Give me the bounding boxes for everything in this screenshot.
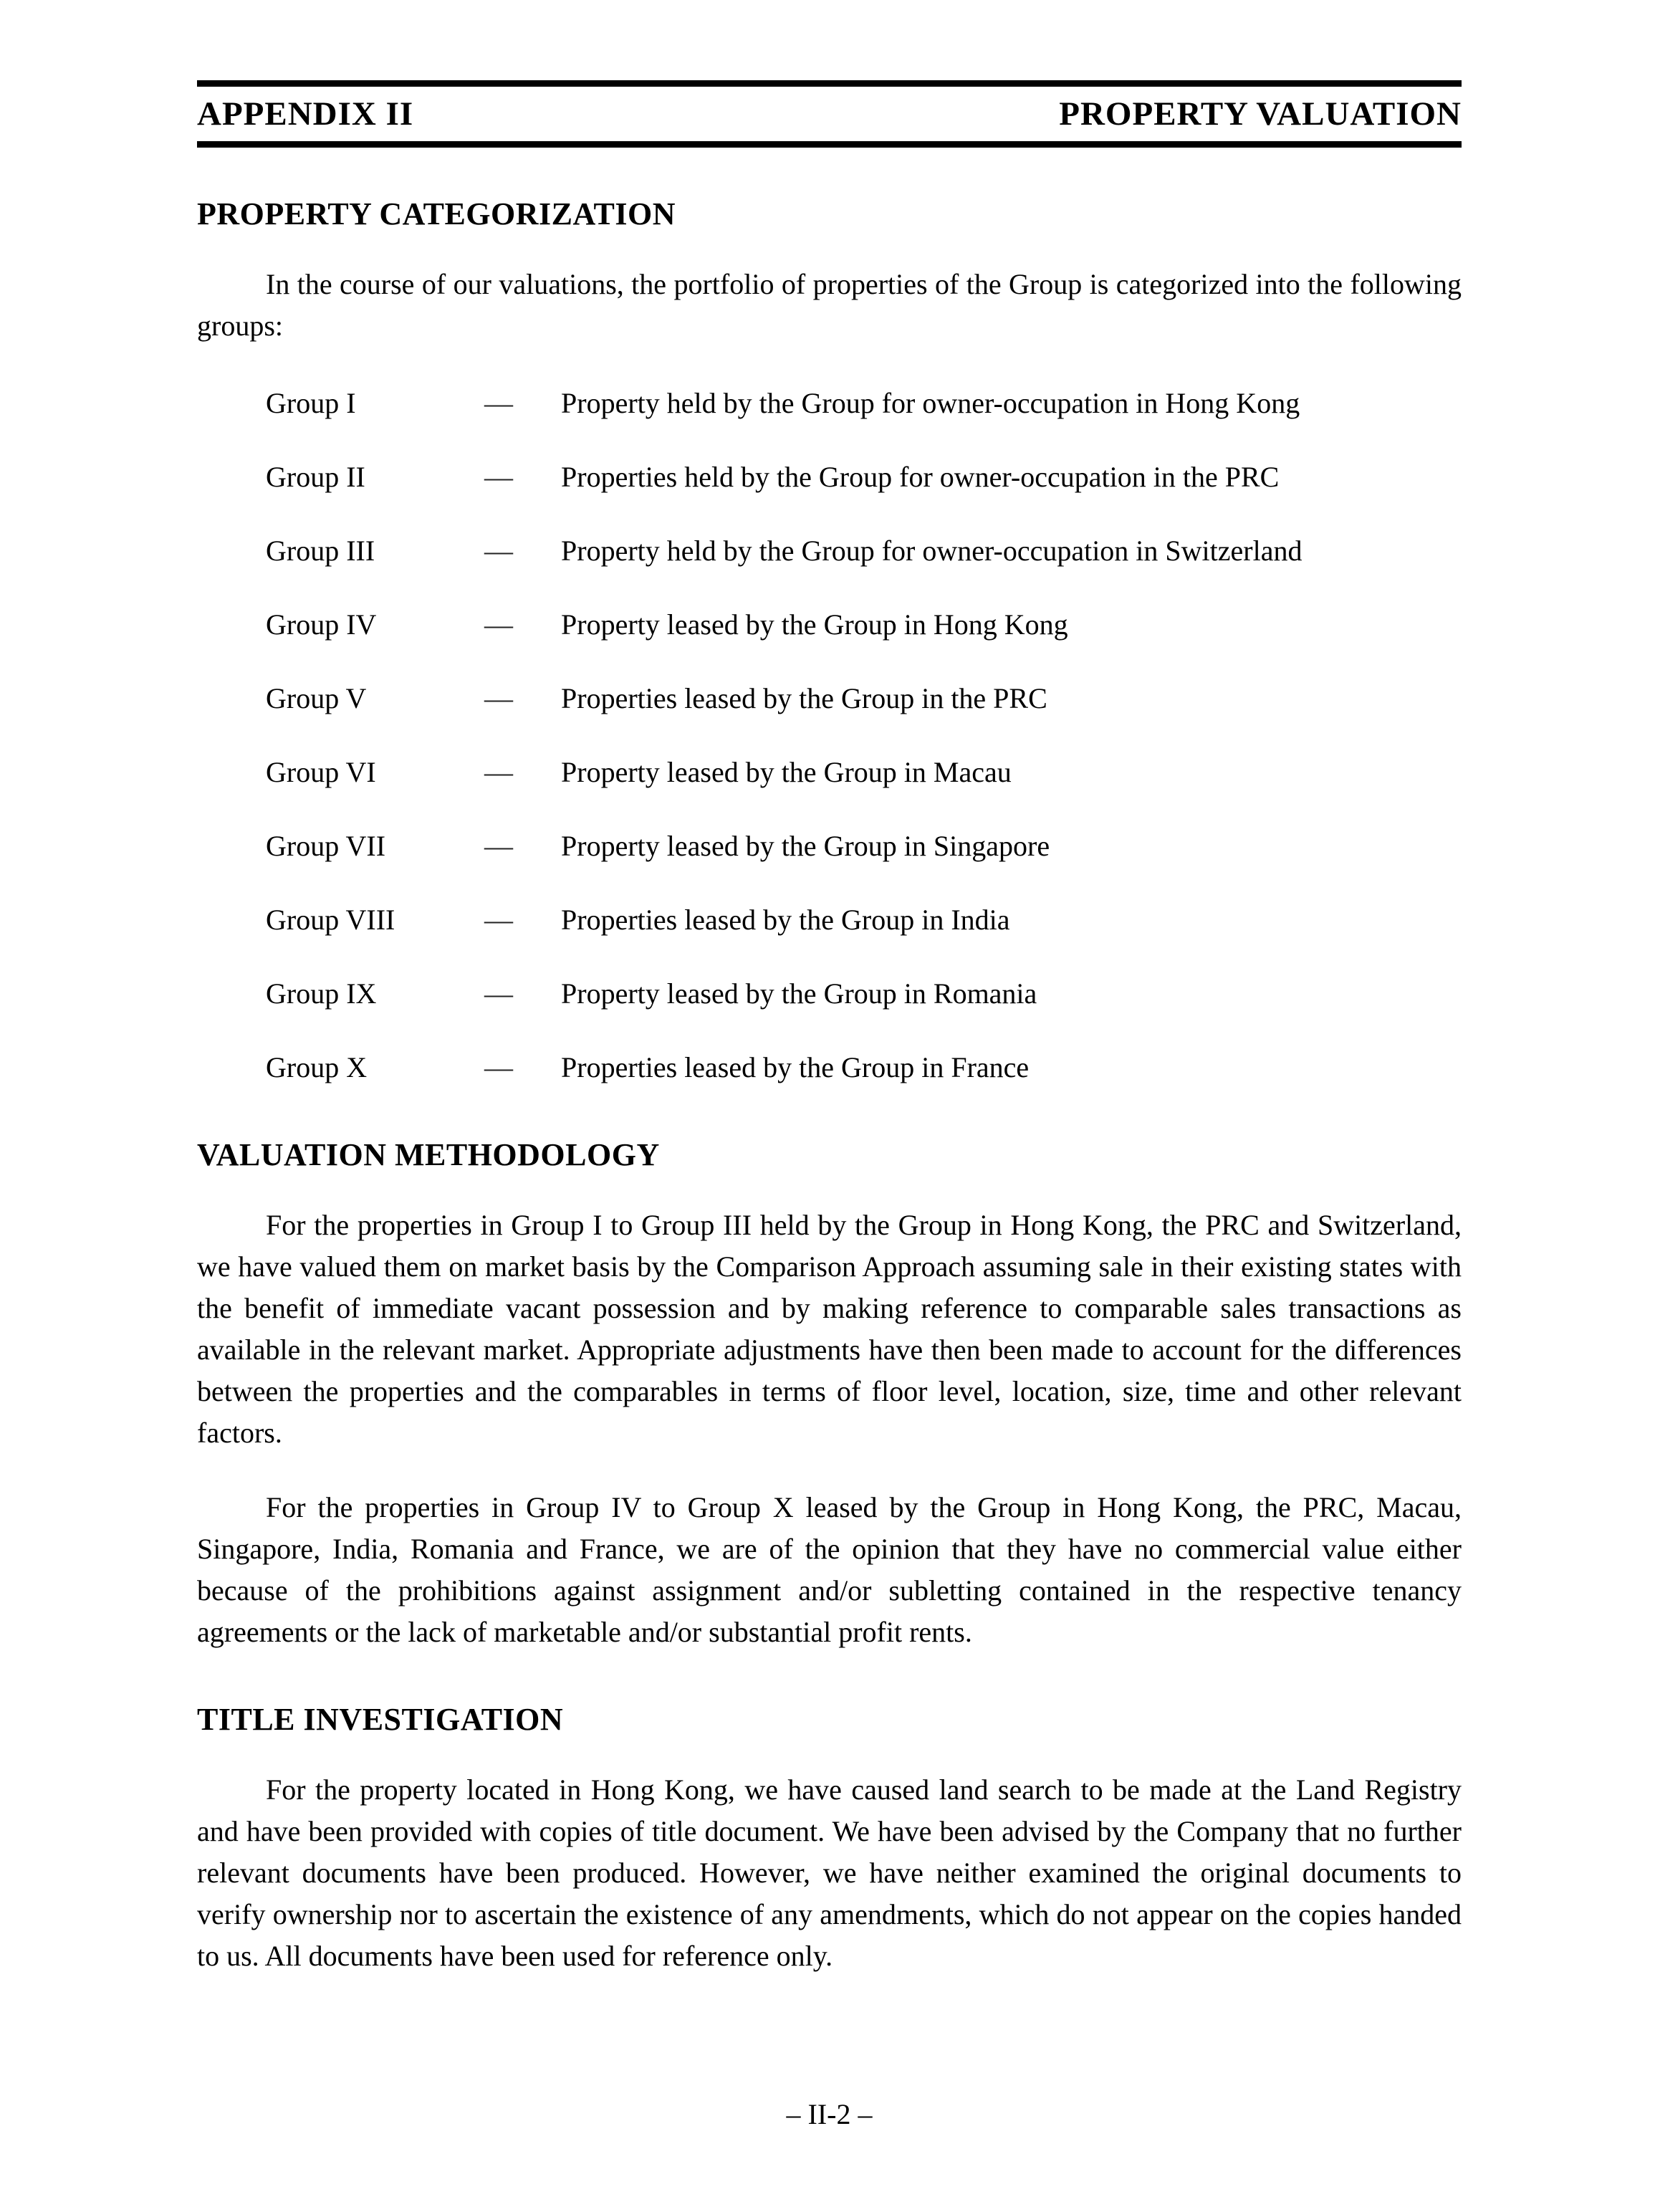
property-categorization-heading: PROPERTY CATEGORIZATION	[197, 196, 676, 231]
group-description: Property held by the Group for owner-occupation in Switzerland	[561, 535, 1302, 567]
group-row-8	[266, 899, 1462, 941]
group-description: Property held by the Group for owner-occupation in Hong Kong	[561, 387, 1300, 419]
group-description: Properties held by the Group for owner-occupation in the PRC	[561, 461, 1280, 493]
group-description: Property leased by the Group in Hong Kong	[561, 608, 1068, 641]
categorization-intro-paragraph: In the course of our valuations, the portfolio of properties of the Group is categorized into the following groups:	[197, 268, 1462, 342]
group-label: Group IX	[266, 977, 377, 1010]
valuation-methodology-heading: VALUATION METHODOLOGY	[197, 1137, 660, 1172]
group-description: Property leased by the Group in Singapore	[561, 830, 1050, 862]
group-dash: —	[484, 904, 513, 936]
group-description: Properties leased by the Group in France	[561, 1051, 1030, 1083]
group-label: Group II	[266, 461, 365, 493]
page-number: – II-2 –	[786, 2098, 873, 2130]
group-description: Property leased by the Group in Romania	[561, 977, 1037, 1010]
group-row-1	[266, 383, 1462, 424]
group-row-7	[266, 825, 1462, 867]
group-label: Group X	[266, 1051, 368, 1083]
page-header	[197, 80, 1462, 148]
group-row-9	[266, 973, 1462, 1015]
title-investigation-paragraph-1: For the property located in Hong Kong, we have caused land search to be made at the Land Registry and have been provided with copies of title document. We have been advised by the Company that no further relevant documents have been produced. However, we have neither examined the original documents to verify ownership nor to ascertain the existence of any amendments, which do not appear on the copies handed to us. All documents have been used for reference only.	[197, 1773, 1462, 1972]
group-label: Group V	[266, 682, 367, 714]
group-dash: —	[484, 461, 513, 493]
group-dash: —	[484, 1051, 513, 1083]
group-label: Group VII	[266, 830, 386, 862]
group-row-4	[266, 604, 1462, 646]
group-row-10	[266, 1047, 1462, 1088]
group-dash: —	[484, 387, 513, 419]
methodology-paragraph-2: For the properties in Group IV to Group X leased by the Group in Hong Kong, the PRC, Macau, Singapore, India, Romania and France, we are of the opinion that they have no commercial value either because of the prohibitions against assignment and/or subletting contained in the respective tenancy agreements or the lack of marketable and/or substantial profit rents.	[197, 1491, 1462, 1648]
group-dash: —	[484, 977, 513, 1010]
header-appendix-label: APPENDIX II	[197, 95, 414, 133]
header-section-title: PROPERTY VALUATION	[1059, 95, 1462, 133]
document-content	[197, 0, 1462, 1977]
group-label: Group IV	[266, 608, 377, 641]
title-investigation-heading: TITLE INVESTIGATION	[197, 1702, 564, 1737]
group-dash: —	[484, 608, 513, 641]
group-dash: —	[484, 756, 513, 788]
group-row-3	[266, 530, 1462, 572]
group-label: Group III	[266, 535, 375, 567]
group-dash: —	[484, 535, 513, 567]
group-row-5	[266, 678, 1462, 719]
group-description: Properties leased by the Group in the PRC	[561, 682, 1047, 714]
group-description: Property leased by the Group in Macau	[561, 756, 1012, 788]
group-label: Group VIII	[266, 904, 395, 936]
group-row-6	[266, 752, 1462, 793]
group-list	[197, 383, 1462, 1088]
group-description: Properties leased by the Group in India	[561, 904, 1010, 936]
page-footer	[197, 2094, 1462, 2135]
methodology-paragraph-1: For the properties in Group I to Group III held by the Group in Hong Kong, the PRC and Switzerland, we have valued them on market basis by the Comparison Approach assuming sale in their existing states with the benefit of immediate vacant possession and by making reference to comparable sales transactions as available in the relevant market. Appropriate adjustments have then been made to account for the differences between the properties and the comparables in terms of floor level, location, size, time and other relevant factors.	[197, 1209, 1462, 1449]
group-label: Group VI	[266, 756, 376, 788]
group-label: Group I	[266, 387, 356, 419]
group-dash: —	[484, 682, 513, 714]
group-dash: —	[484, 830, 513, 862]
group-row-2	[266, 456, 1462, 498]
